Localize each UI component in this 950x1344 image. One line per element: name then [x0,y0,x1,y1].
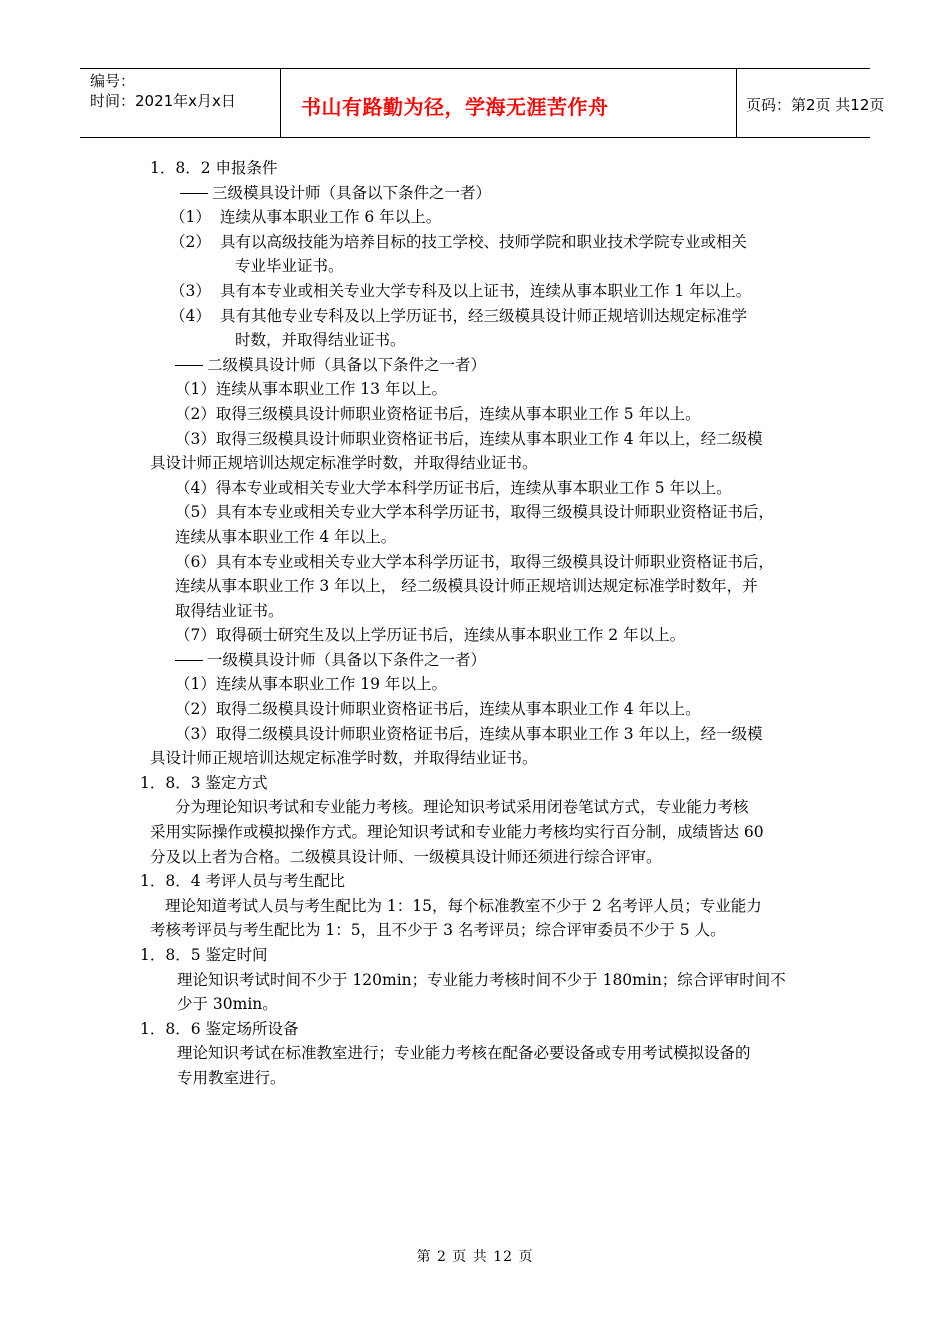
section-185-line: 少于 30min。 [177,995,278,1014]
grade2-line: （7）取得硕士研究生及以上学历证书后，连续从事本职业工作 2 年以上。 [175,626,686,645]
section-title-186: 1．8．6 鉴定场所设备 [140,1019,299,1038]
page-header [80,68,885,138]
grade1-heading [140,648,820,673]
grade2-line: （6）具有本专业或相关专业大学本科学历证书，取得三级模具设计师职业资格证书后， [175,552,774,571]
item-number: （1） [170,208,211,227]
item-number: （2） [170,232,211,251]
section-184-line: 理论知道考试人员与考生配比为 1：15，每个标准教室不少于 2 名考评人员；专业能力 [165,896,762,915]
header-number: 编号： [90,72,136,90]
grade2-line: （1）连续从事本职业工作 13 年以上。 [175,380,447,399]
grade2-line: 连续从事本职业工作 3 年以上， 经二级模具设计师正规培训达规定标准学时数年，并 [175,577,758,596]
grade2-line: （4）得本专业或相关专业大学本科学历证书后，连续从事本职业工作 5 年以上。 [175,478,732,497]
section-183-line: 分为理论知识考试和专业能力考核。理论知识考试采用闭卷笔试方式，专业能力考核 [175,798,749,817]
header-time: 时间：2021年x月x日 [90,92,236,110]
section-183-line: 分及以上者为合格。二级模具设计师、一级模具设计师还须进行综合评审。 [150,847,662,866]
grade3-heading-text: 三级模具设计师（具备以下条件之一者） [212,183,492,202]
grade2-line: （3）取得三级模具设计师职业资格证书后，连续从事本职业工作 4 年以上，经二级模 [175,429,763,448]
grade3-item-3 [140,279,820,304]
section-title-184: 1．8．4 考评人员与考生配比 [140,872,346,891]
header-meta [80,69,280,139]
grade3-item-2 [140,230,820,255]
header-page-cell [736,69,885,137]
item-text: 具有本专业或相关专业大学专科及以上证书，连续从事本职业工作 1 年以上。 [220,281,752,300]
grade1-line: 具设计师正规培训达规定标准学时数，并取得结业证书。 [150,749,538,768]
section-title-182: 1．8．2 申报条件 [150,159,278,177]
section-183-line: 采用实际操作或模拟操作方式。理论知识考试和专业能力考核均实行百分制，成绩皆达 60 [150,823,764,842]
grade3-item-1 [140,205,820,230]
item-text: 连续从事本职业工作 6 年以上。 [220,208,442,227]
grade1-line: （2）取得二级模具设计师职业资格证书后，连续从事本职业工作 4 年以上。 [175,700,701,719]
grade2-line: 连续从事本职业工作 4 年以上。 [175,527,397,546]
grade3-heading [140,181,820,206]
item-text: 具有以高级技能为培养目标的技工学校、技师学院和职业技术学院专业或相关 [220,232,748,251]
grade2-line: 具设计师正规培训达规定标准学时数，并取得结业证书。 [150,454,538,473]
item-number: （3） [170,281,211,300]
grade2-line: （2）取得三级模具设计师职业资格证书后，连续从事本职业工作 5 年以上。 [175,404,701,423]
document-body [140,156,820,1091]
grade2-heading-text: 二级模具设计师（具备以下条件之一者） [207,355,487,374]
section-185-line: 理论知识考试时间不少于 120min；专业能力考核时间不少于 180min；综合评审时间不 [177,970,786,989]
grade1-line: （1）连续从事本职业工作 19 年以上。 [175,675,447,694]
section-186-line: 专用教室进行。 [177,1068,286,1087]
page-footer: 第 2 页 共 12 页 [416,1249,534,1265]
section-184-line: 考核考评员与考生配比为 1：5，且不少于 3 名考评员；综合评审委员不少于 5 人。 [150,921,726,940]
section-186-line: 理论知识考试在标准教室进行；专业能力考核在配备必要设备或专用考试模拟设备的 [177,1044,751,1063]
header-motto: 书山有路勤为径，学海无涯苦作舟 [301,95,609,119]
grade3-item-2-cont: 专业毕业证书。 [235,257,344,276]
header-motto-cell [280,69,737,137]
item-number: （4） [170,306,211,325]
grade1-heading-text: 一级模具设计师（具备以下条件之一者） [207,650,487,669]
grade3-item-4-cont: 时数，并取得结业证书。 [235,331,406,350]
grade1-line: （3）取得二级模具设计师职业资格证书后，连续从事本职业工作 3 年以上，经一级模 [175,724,763,743]
grade2-heading [140,353,820,378]
grade3-item-4 [140,304,820,329]
grade2-line: 取得结业证书。 [175,601,284,620]
item-text: 具有其他专业专科及以上学历证书，经三级模具设计师正规培训达规定标准学 [220,306,748,325]
section-title-183: 1．8．3 鉴定方式 [140,773,268,792]
section-title-185: 1．8．5 鉴定时间 [140,946,268,964]
grade2-line: （5）具有本专业或相关专业大学本科学历证书，取得三级模具设计师职业资格证书后， [175,503,774,522]
header-page-number: 页码：第2页 共12页 [746,96,885,114]
